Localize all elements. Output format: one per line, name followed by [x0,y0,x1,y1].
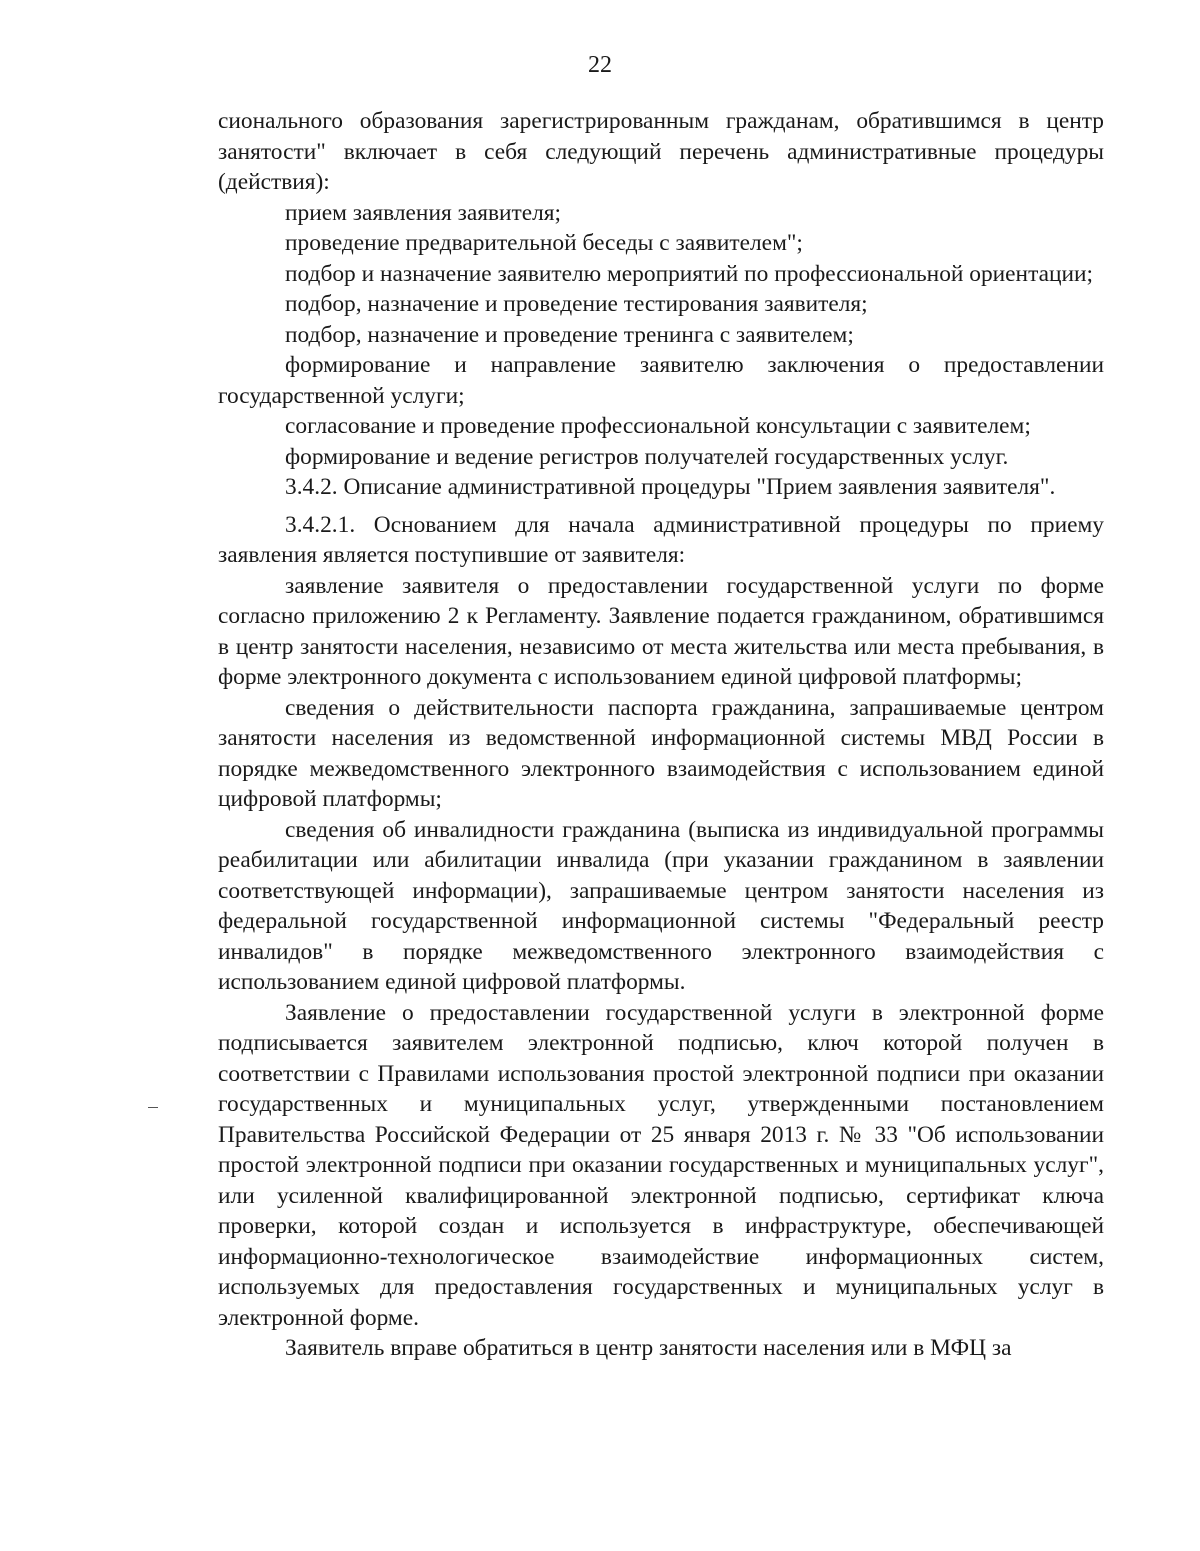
paragraph-application: заявление заявителя о предоставлении государственной услуги по форме согласно приложению 2 к Регламенту. Заявление подается гражданином, обратившимся в центр занятости населения, независимо от места жительства или места пребывания, в форме электронного документа с использованием единой цифровой платформы; [218,572,1104,690]
list-item-reception: прием заявления заявителя; [285,199,562,226]
paragraph-3-4-2-1: 3.4.2.1. Основанием для начала административной процедуры по приему заявления является поступившие от заявителя: [218,511,1104,568]
list-item-testing: подбор, назначение и проведение тестирования заявителя; [285,291,868,317]
list-item-orientation: подбор и назначение заявителю мероприятий по профессиональной ориентации; [285,260,1094,287]
paragraph-continuation: сионального образования зарегистрированным гражданам, обратившимся в центр занятости" включает в себя следующий перечень административные процедуры (действия): [218,108,1104,195]
list-item-conclusion: формирование и направление заявителю заключения о предоставлении государственной услуги; [218,352,1104,409]
list-item-training: подбор, назначение и проведение тренинга с заявителем; [285,321,854,348]
list-item-preliminary-talk: проведение предварительной беседы с заявителем"; [285,230,803,256]
section-heading-3-4-2: 3.4.2. Описание административной процедуры "Прием заявления заявителя". [285,474,1056,500]
list-item-consultation: согласование и проведение профессиональной консультации с заявителем; [285,413,1031,439]
list-item-registers: формирование и ведение регистров получателей государственных услуг. [285,443,1009,470]
paragraph-applicant-right: Заявитель вправе обратиться в центр занятости населения или в МФЦ за [285,1335,1012,1361]
paragraph-disability: сведения об инвалидности гражданина (выписка из индивидуальной программы реабилитации или абилитации инвалида (при указании гражданином в заявлении соответствующей информации), запрашиваемые центром занятости населения из федеральной государственной информационной системы "Федеральный реестр инвалидов" в порядке межведомственного электронного взаимодействия с использованием единой цифровой платформы. [218,816,1104,995]
paragraph-signature: Заявление о предоставлении государственной услуги в электронной форме подписывается заявителем электронной подписью, ключ которой получен в соответствии с Правилами использования простой электронной подписи при оказании государственных и муниципальных услуг, утвержденными постановлением Правительства Российской Федерации от 25 января 2013 г. № 33 "Об использовании простой электронной подписи при оказании государственных и муниципальных услуг", или усиленной квалифицированной электронной подписью, сертификат ключа проверки, которой создан и используется в инфраструктуре, обеспечивающей информационно-технологическое взаимодействие информационных систем, используемых для предоставления государственных и муниципальных услуг в электронной форме. [218,999,1104,1331]
document-body [218,106,1104,1364]
paragraph-passport: сведения о действительности паспорта гражданина, запрашиваемые центром занятости населения из ведомственной информационной системы МВД России в порядке межведомственного электронного взаимодействия с использованием единой цифровой платформы; [218,694,1104,812]
page-number: 22 [588,52,612,78]
margin-mark [148,1107,158,1108]
